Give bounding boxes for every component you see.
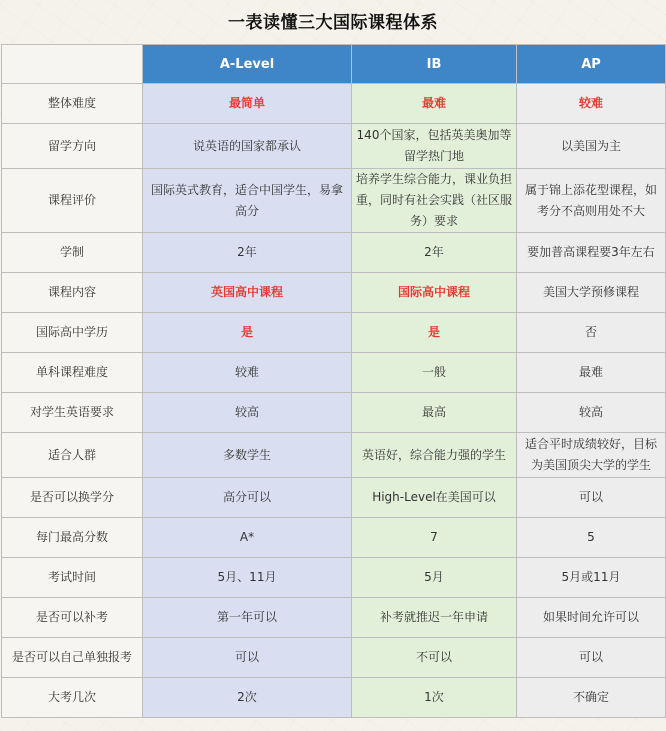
corner-cell — [2, 45, 143, 84]
cell-ib: 是 — [352, 313, 517, 353]
cell-alevel: 最简单 — [143, 84, 352, 124]
cell-ib: 1次 — [352, 678, 517, 718]
cell-ap: 适合平时成绩较好，目标为美国顶尖大学的学生 — [517, 433, 666, 478]
cell-alevel: 国际英式教育，适合中国学生，易拿高分 — [143, 169, 352, 233]
cell-ap: 较难 — [517, 84, 666, 124]
table-row — [2, 433, 666, 478]
header-row — [2, 45, 666, 84]
cell-ib: 英语好，综合能力强的学生 — [352, 433, 517, 478]
table-row — [2, 393, 666, 433]
comparison-table — [1, 44, 666, 718]
cell-alevel: 较难 — [143, 353, 352, 393]
header-ap: AP — [517, 45, 666, 84]
table-row — [2, 84, 666, 124]
row-label: 适合人群 — [2, 433, 143, 478]
row-label: 每门最高分数 — [2, 518, 143, 558]
cell-ap: 5月或11月 — [517, 558, 666, 598]
row-label: 课程内容 — [2, 273, 143, 313]
table-row — [2, 558, 666, 598]
cell-alevel: 说英语的国家都承认 — [143, 124, 352, 169]
cell-ap: 可以 — [517, 638, 666, 678]
cell-ib: 最难 — [352, 84, 517, 124]
cell-alevel: 英国高中课程 — [143, 273, 352, 313]
row-label: 是否可以补考 — [2, 598, 143, 638]
row-label: 是否可以自己单独报考 — [2, 638, 143, 678]
table-row — [2, 353, 666, 393]
row-label: 单科课程难度 — [2, 353, 143, 393]
table-row — [2, 598, 666, 638]
cell-ap: 美国大学预修课程 — [517, 273, 666, 313]
row-label: 对学生英语要求 — [2, 393, 143, 433]
cell-alevel: 可以 — [143, 638, 352, 678]
cell-ib: 一般 — [352, 353, 517, 393]
row-label: 整体难度 — [2, 84, 143, 124]
header-ib: IB — [352, 45, 517, 84]
cell-ap: 要加普高课程要3年左右 — [517, 233, 666, 273]
cell-alevel: 5月、11月 — [143, 558, 352, 598]
table-row — [2, 638, 666, 678]
cell-ap: 不确定 — [517, 678, 666, 718]
cell-ib: 补考就推迟一年申请 — [352, 598, 517, 638]
cell-alevel: 第一年可以 — [143, 598, 352, 638]
cell-ib: 培养学生综合能力，课业负担重，同时有社会实践（社区服务）要求 — [352, 169, 517, 233]
header-alevel: A-Level — [143, 45, 352, 84]
row-label: 留学方向 — [2, 124, 143, 169]
table-row — [2, 273, 666, 313]
cell-ib: 不可以 — [352, 638, 517, 678]
cell-ib: 2年 — [352, 233, 517, 273]
table-row — [2, 233, 666, 273]
cell-alevel: 2年 — [143, 233, 352, 273]
cell-ib: 7 — [352, 518, 517, 558]
row-label: 学制 — [2, 233, 143, 273]
cell-ap: 5 — [517, 518, 666, 558]
cell-ib: 最高 — [352, 393, 517, 433]
cell-alevel: 2次 — [143, 678, 352, 718]
table-row — [2, 169, 666, 233]
row-label: 国际高中学历 — [2, 313, 143, 353]
row-label: 课程评价 — [2, 169, 143, 233]
cell-alevel: A* — [143, 518, 352, 558]
cell-ib: 140个国家，包括英美奥加等留学热门地 — [352, 124, 517, 169]
table-row — [2, 313, 666, 353]
cell-alevel: 高分可以 — [143, 478, 352, 518]
row-label: 大考几次 — [2, 678, 143, 718]
page-title: 一表读懂三大国际课程体系 — [228, 13, 438, 33]
cell-ib: 5月 — [352, 558, 517, 598]
cell-alevel: 是 — [143, 313, 352, 353]
cell-ap: 较高 — [517, 393, 666, 433]
cell-ap: 否 — [517, 313, 666, 353]
table-row — [2, 678, 666, 718]
cell-ap: 如果时间允许可以 — [517, 598, 666, 638]
cell-ap: 属于锦上添花型课程，如考分不高则用处不大 — [517, 169, 666, 233]
table-row — [2, 518, 666, 558]
cell-ib: 国际高中课程 — [352, 273, 517, 313]
cell-ib: High-Level在美国可以 — [352, 478, 517, 518]
cell-ap: 以美国为主 — [517, 124, 666, 169]
cell-ap: 可以 — [517, 478, 666, 518]
cell-alevel: 较高 — [143, 393, 352, 433]
table-row — [2, 124, 666, 169]
cell-alevel: 多数学生 — [143, 433, 352, 478]
cell-ap: 最难 — [517, 353, 666, 393]
row-label: 考试时间 — [2, 558, 143, 598]
table-row — [2, 478, 666, 518]
row-label: 是否可以换学分 — [2, 478, 143, 518]
